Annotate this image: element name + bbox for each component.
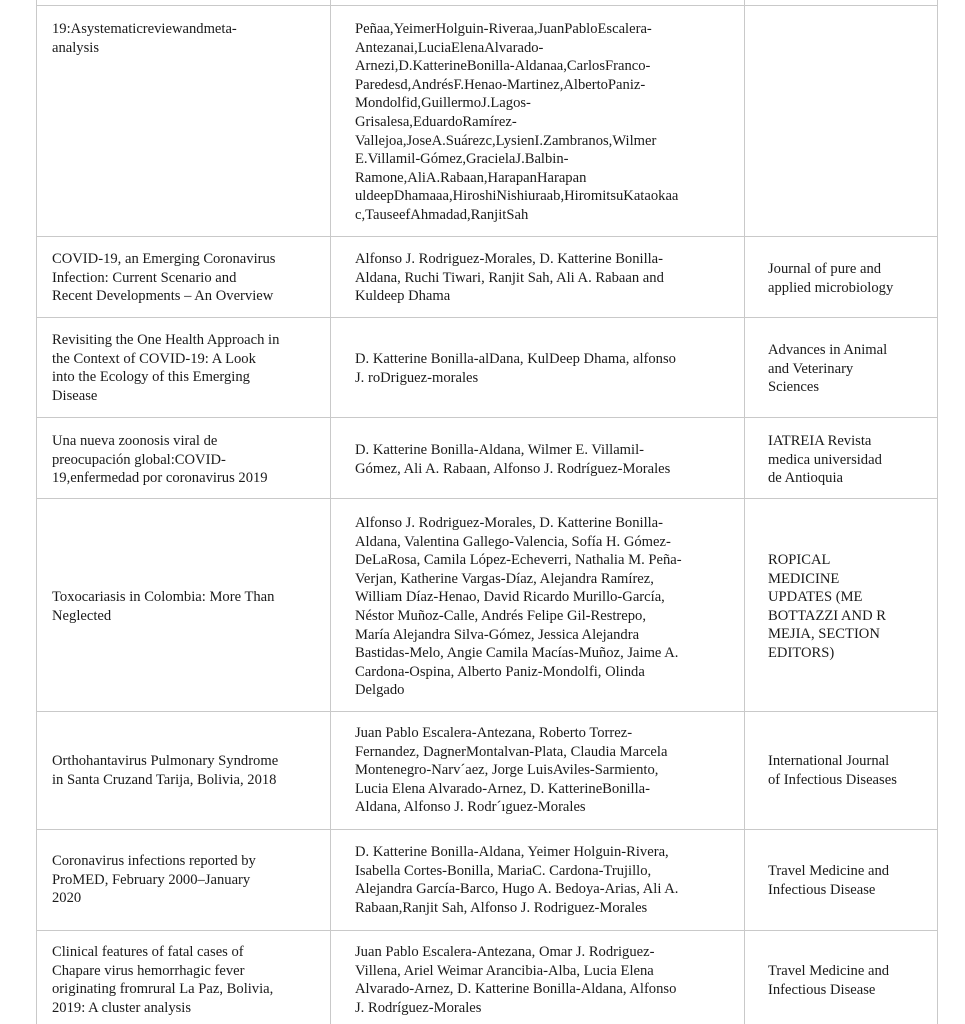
publication-authors: D. Katterine Bonilla-Aldana, Yeimer Holguin-Rivera, Isabella Cortes-Bonilla, MariaC. Cardona-Trujillo, Alejandra García-Barco, Hugo A. Bedoya-Arias, Ali A. Rabaan,Ranjit Sah, Alfonso J. Rodriguez-Morales [355,844,679,916]
publication-title: Toxocariasis in Colombia: More Than Neglected [52,589,275,624]
row-divider [36,498,938,499]
publication-title: Revisiting the One Health Approach in the Context of COVID-19: A Look into the Ecology of this Emerging Disease [52,332,280,404]
publication-journal: Travel Medicine and Infectious Disease [768,863,890,898]
row-divider [36,930,938,931]
publication-authors: D. Katterine Bonilla-Aldana, Wilmer E. Villamil- Gómez, Ali A. Rabaan, Alfonso J. Rodríguez-Morales [355,442,671,477]
row-divider [36,417,938,418]
publication-authors: Juan Pablo Escalera-Antezana, Roberto Torrez- Fernandez, DagnerMontalvan-Plata, Claudia Marcela Montenegro-Narv´aez, Jorge LuisAviles-Sarmiento, Lucia Elena Alvarado-Arnez, D. KatterineBonilla- Aldana, Alfonso J. Rodr´ıguez-Morales [355,725,668,816]
publication-authors: D. Katterine Bonilla-alDana, KulDeep Dhama, alfonso J. roDriguez-morales [355,351,676,386]
row-divider [36,236,938,237]
table-border-left [36,0,37,1024]
column-divider-1 [330,0,331,1024]
publication-journal: International Journal of Infectious Diseases [768,753,897,788]
publication-authors: Juan Pablo Escalera-Antezana, Omar J. Rodriguez- Villena, Ariel Weimar Arancibia-Alba, Lucia Elena Alvarado-Arnez, D. Katterine Bonilla-Aldana, Alfonso J. Rodríguez-Morales [355,944,677,1016]
publication-title: COVID-19, an Emerging Coronavirus Infection: Current Scenario and Recent Developments – An Overview [52,251,276,305]
table-border-right [937,0,938,1024]
column-divider-2 [744,0,745,1024]
publication-journal: ROPICAL MEDICINE UPDATES (ME BOTTAZZI AND R MEJIA, SECTION EDITORS) [768,552,887,661]
publication-journal: Travel Medicine and Infectious Disease [768,963,890,998]
publication-journal: IATREIA Revista medica universidad de Antioquia [768,433,882,487]
publication-title: Clinical features of fatal cases of Chapare virus hemorrhagic fever originating fromrural La Paz, Bolivia, 2019: A cluster analysis [52,944,274,1016]
row-divider [36,829,938,830]
publication-title: Orthohantavirus Pulmonary Syndrome in Santa Cruzand Tarija, Bolivia, 2018 [52,753,279,788]
publication-authors: Alfonso J. Rodriguez-Morales, D. Katterine Bonilla- Aldana, Valentina Gallego-Valencia, Sofía H. Gómez- DeLaRosa, Camila López-Echeverri, Nathalia M. Peña- Verjan, Katherine Vargas-Díaz, Alejandra Ramírez, William Díaz-Henao, David Ricardo Murillo-García, Néstor Muñoz-Calle, Andrés Felipe Gil-Restrepo, María Alejandra Silva-Gómez, Jessica Alejandra Bastidas-Melo, Angie Camila Macías-Muñoz, Jaime A. Cardona-Ospina, Alberto Paniz-Mondolfi, Olinda Delgado [355,515,682,699]
table-border-top [36,5,938,6]
publication-title: Una nueva zoonosis viral de preocupación global:COVID- 19,enfermedad por coronavirus 2019 [52,433,268,487]
publication-authors: Peñaa,YeimerHolguin-Riveraa,JuanPabloEscalera- Antezanai,LuciaElenaAlvarado- Arnezi,D.KatterineBonilla-Aldanaa,CarlosFranco- Paredesd,AndrésF.Henao-Martinez,AlbertoPaniz- Mondolfid,GuillermoJ.Lagos- Grisalesa,EduardoRamírez- Vallejoa,JoseA.Suárezc,LysienI.Zambranos,Wilmer E.Villamil-Gómez,GracielaJ.Balbin- Ramone,AliA.Rabaan,HarapanHarapan uldeepDhamaaa,HiroshiNishiuraab,HiromitsuKataokaa c,TauseefAhmadad,RanjitSah [355,21,679,223]
publication-journal: Journal of pure and applied microbiology [768,261,894,296]
row-divider [36,711,938,712]
publication-title: 19:Asystematicreviewandmeta- analysis [52,21,237,56]
publication-authors: Alfonso J. Rodriguez-Morales, D. Katterine Bonilla- Aldana, Ruchi Tiwari, Ranjit Sah, Ali A. Rabaan and Kuldeep Dhama [355,251,664,305]
publication-journal: Advances in Animal and Veterinary Sciences [768,342,888,396]
publication-title: Coronavirus infections reported by ProMED, February 2000–January 2020 [52,853,256,907]
row-divider [36,317,938,318]
